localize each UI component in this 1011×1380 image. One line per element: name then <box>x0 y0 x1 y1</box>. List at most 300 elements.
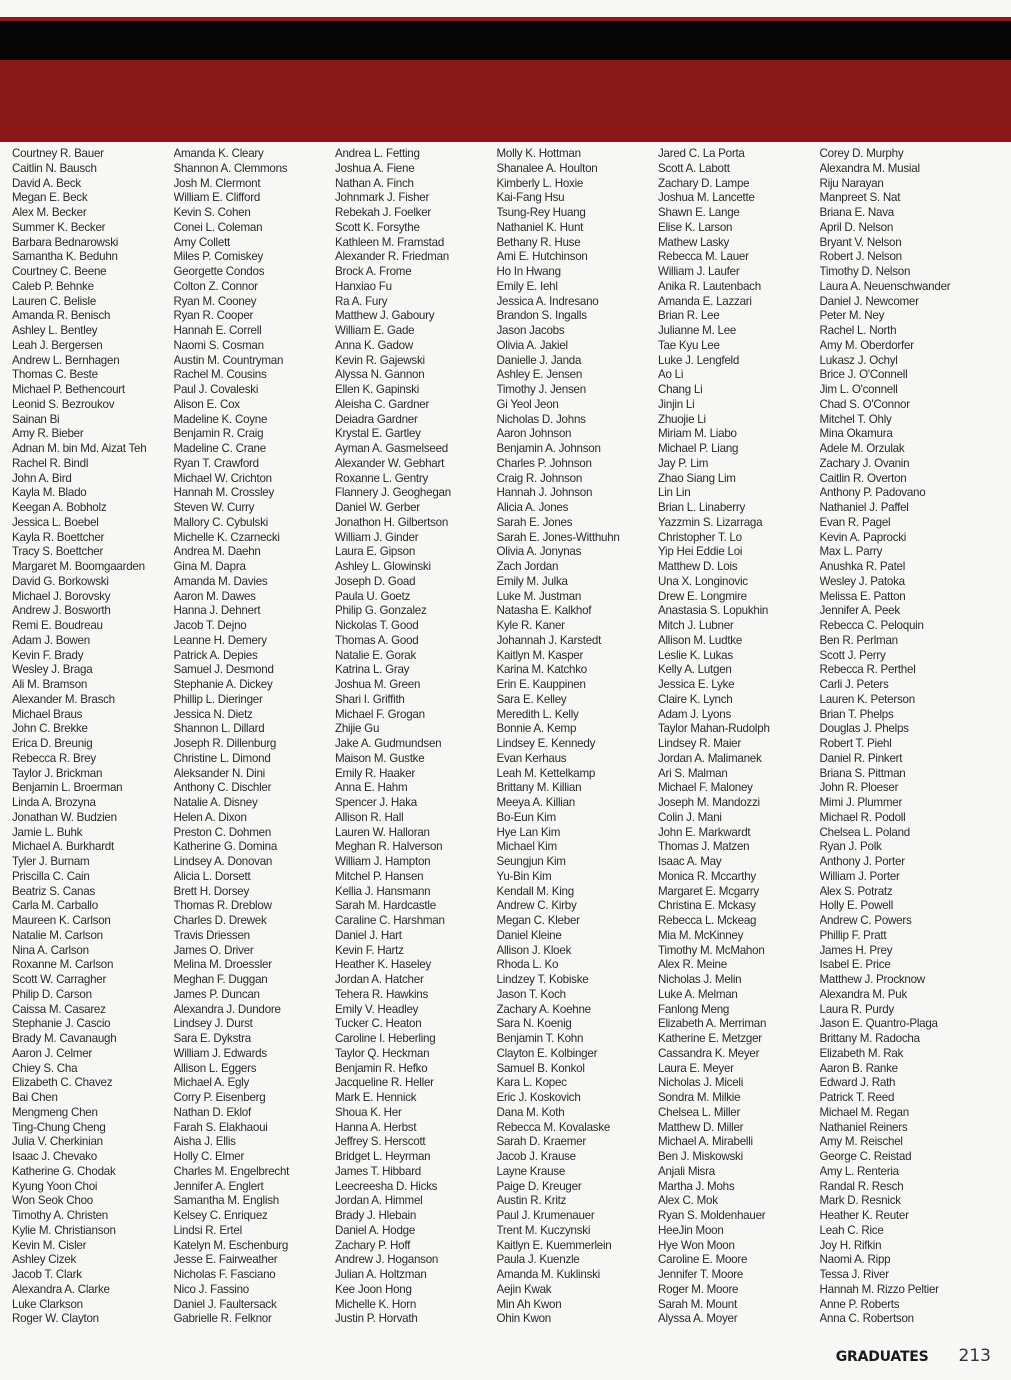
graduate-name: Katherine G. Domina <box>173 840 278 854</box>
graduate-name: Jim L. O'connell <box>819 383 898 396</box>
graduate-name: Zhao Siang Lim <box>658 471 736 485</box>
graduate-name: Luke M. Justman <box>496 589 582 603</box>
graduate-name: Amy M. Reischel <box>819 1135 903 1149</box>
graduate-name: Jessica L. Boebel <box>12 515 99 529</box>
graduate-name: Min Ah Kwon <box>496 1297 562 1311</box>
graduate-name: Erin E. Kauppinen <box>496 678 586 691</box>
graduate-name: Robert T. Piehl <box>819 737 892 750</box>
graduate-name: Remi E. Boudreau <box>12 619 103 632</box>
graduate-name: Tehera R. Hawkins <box>335 987 429 1001</box>
graduate-name: Bonnie A. Kemp <box>496 722 577 736</box>
graduate-name: Jason E. Quantro-Plaga <box>819 1017 938 1031</box>
graduate-name: Anjali Misra <box>658 1164 715 1178</box>
graduate-name: Shannon A. Clemmons <box>173 161 288 175</box>
graduate-name: Michael F. Grogan <box>335 707 425 721</box>
graduate-name: Leecreesha D. Hicks <box>335 1179 438 1193</box>
graduate-name: Joy H. Rifkin <box>819 1238 882 1252</box>
name-columns <box>12 147 1002 1332</box>
graduate-name: Kayla M. Blado <box>12 486 87 500</box>
graduate-name: Wesley J. Patoka <box>819 574 905 588</box>
graduate-name: Mitchel P. Hansen <box>335 869 424 883</box>
graduate-name: Timothy J. Jensen <box>496 383 586 396</box>
graduate-name: Christopher T. Lo <box>658 530 742 544</box>
graduate-name: Lindsey A. Donovan <box>173 855 273 868</box>
graduate-name: Krystal E. Gartley <box>335 427 421 441</box>
graduate-name: Philip G. Gonzalez <box>335 604 427 618</box>
name-column-5 <box>658 147 820 1332</box>
graduate-name: Brittany M. Killian <box>496 781 582 795</box>
graduate-name: Mark D. Resnick <box>819 1194 901 1208</box>
graduate-name: William J. Laufer <box>658 265 740 278</box>
graduate-name: William J. Hampton <box>335 855 431 868</box>
graduate-name: Charles P. Johnson <box>496 456 592 470</box>
graduate-name: Caissa M. Casarez <box>12 1002 106 1016</box>
graduate-name: Edward J. Rath <box>819 1076 896 1090</box>
header-red-band <box>0 60 1011 142</box>
name-column-4 <box>497 147 659 1332</box>
graduate-name: Shanalee A. Houlton <box>496 161 598 175</box>
graduate-name: Margaret E. Mcgarry <box>658 884 759 898</box>
graduate-name: Lauren C. Belisle <box>12 294 97 308</box>
graduate-name: Austin M. Countryman <box>173 353 284 367</box>
graduate-name: Jason T. Koch <box>496 987 566 1001</box>
graduate-name: Alexander R. Friedman <box>335 250 449 264</box>
graduate-name: Michael Braus <box>12 707 83 721</box>
graduate-name: Luke A. Melman <box>658 987 738 1001</box>
graduate-name: Amanda K. Cleary <box>173 147 264 160</box>
graduate-name: Thomas J. Matzen <box>658 840 750 854</box>
graduate-name: Nathan A. Finch <box>335 176 414 190</box>
graduate-name: Brian T. Phelps <box>819 707 894 721</box>
page-footer <box>836 1346 991 1370</box>
graduate-name: Nicholas D. Johns <box>496 412 586 426</box>
graduate-name: Timothy A. Christen <box>12 1209 108 1222</box>
graduate-name: John R. Ploeser <box>819 781 899 795</box>
graduate-name: Sondra M. Milkie <box>658 1091 741 1104</box>
header-black-band <box>0 21 1011 60</box>
graduate-name: Amy R. Bieber <box>12 427 84 441</box>
graduate-name: Yip Hei Eddie Loi <box>658 545 743 559</box>
graduate-name: Ari S. Malman <box>658 766 728 780</box>
graduate-name: Laura R. Purdy <box>819 1002 894 1016</box>
graduate-name: Lindsey J. Durst <box>173 1017 253 1031</box>
graduate-name: Briana S. Pittman <box>819 766 906 780</box>
graduate-name: Phillip L. Dieringer <box>173 692 263 706</box>
graduate-name: Robert J. Nelson <box>819 250 902 264</box>
graduate-name: HeeJin Moon <box>658 1223 724 1237</box>
graduate-name: Hannah E. Correll <box>173 324 262 337</box>
graduate-name: Amy L. Renteria <box>819 1164 899 1178</box>
graduate-name: Sara E. Dykstra <box>173 1032 251 1045</box>
graduate-name: Rebecca L. Mckeag <box>658 914 757 927</box>
graduate-name: Caleb P. Behnke <box>12 279 94 293</box>
graduate-name: Hanna A. Herbst <box>335 1120 417 1134</box>
graduate-name: Patrick A. Depies <box>173 648 258 662</box>
graduate-name: Rachel R. Bindl <box>12 456 89 470</box>
graduate-name: Shannon L. Dillard <box>173 722 265 736</box>
graduate-name: Keegan A. Bobholz <box>12 501 107 514</box>
graduate-name: Adam J. Bowen <box>12 633 90 647</box>
graduate-name: Peter M. Ney <box>819 309 885 323</box>
graduate-name: Isaac J. Chevako <box>12 1150 97 1163</box>
graduate-name: Corry P. Eisenberg <box>173 1091 266 1104</box>
graduate-name: Scott J. Perry <box>819 648 886 662</box>
graduate-name: Chelsea L. Poland <box>819 825 910 839</box>
graduate-name: Olivia A. Jakiel <box>496 338 568 352</box>
graduate-name: Margaret M. Boomgaarden <box>12 560 145 573</box>
graduate-name: Kellia J. Hansmann <box>335 884 431 898</box>
graduate-name: Daniel A. Hodge <box>335 1223 416 1237</box>
graduate-name: Meghan F. Duggan <box>173 973 268 986</box>
graduate-name: Evan R. Pagel <box>819 515 891 529</box>
graduate-name: Nicholas J. Melin <box>658 973 742 986</box>
graduate-name: Kyle R. Kaner <box>496 619 565 632</box>
graduate-name: Samuel J. Desmond <box>173 663 274 677</box>
graduate-name: Holly C. Elmer <box>173 1150 245 1163</box>
graduate-name: Michael A. Egly <box>173 1076 250 1090</box>
graduate-name: Mallory C. Cybulski <box>173 515 268 529</box>
graduate-name: Julian A. Holtzman <box>335 1268 427 1281</box>
graduate-name: Kevin A. Paprocki <box>819 530 907 544</box>
graduate-name: Scott K. Forsythe <box>335 220 420 234</box>
graduate-name: Georgette Condos <box>173 265 265 278</box>
graduate-name: Jared C. La Porta <box>658 147 745 160</box>
graduate-name: Gina M. Dapra <box>173 560 246 573</box>
graduate-name: Bridget L. Heyrman <box>335 1150 431 1163</box>
graduate-name: Helen A. Dixon <box>173 810 247 824</box>
graduate-name: Zachary J. Ovanin <box>819 456 910 470</box>
graduate-name: Meredith L. Kelly <box>496 707 579 721</box>
graduate-name: Allison R. Hall <box>335 810 404 824</box>
graduate-name: Naomi S. Cosman <box>173 338 264 352</box>
graduate-name: Caitlin R. Overton <box>819 471 907 485</box>
graduate-name: Lin Lin <box>658 486 691 500</box>
graduate-name: Preston C. Dohmen <box>173 825 272 839</box>
graduate-name: Leslie K. Lukas <box>658 648 733 662</box>
graduate-name: Tucker C. Heaton <box>335 1017 422 1031</box>
graduate-name: Jinjin Li <box>658 397 695 411</box>
graduate-name: Amanda R. Benisch <box>12 309 111 323</box>
graduate-name: Benjamin R. Craig <box>173 427 264 441</box>
graduate-name: Paul J. Covaleski <box>173 383 259 396</box>
graduate-name: John E. Markwardt <box>658 825 751 839</box>
graduate-name: Carla M. Carballo <box>12 899 98 913</box>
graduate-name: Aisha J. Ellis <box>173 1135 236 1149</box>
graduate-name: Joseph M. Mandozzi <box>658 796 760 809</box>
graduate-name: Aaron B. Ranke <box>819 1061 898 1075</box>
graduate-name: Michelle K. Horn <box>335 1297 417 1311</box>
graduate-name: Joseph D. Goad <box>335 574 416 588</box>
graduate-name: Travis Driessen <box>173 928 250 942</box>
graduate-name: Anthony P. Padovano <box>819 486 926 500</box>
graduate-name: Michael A. Burkhardt <box>12 840 114 854</box>
graduate-name: Emily R. Haaker <box>335 766 415 780</box>
graduate-name: Heather K. Haseley <box>335 958 432 972</box>
graduate-name: Jacqueline R. Heller <box>335 1076 434 1090</box>
graduate-name: Hye Lan Kim <box>496 825 561 839</box>
graduate-name: Andrea L. Fetting <box>335 147 420 160</box>
graduate-name: William J. Edwards <box>173 1046 267 1060</box>
graduate-name: Melina M. Droessler <box>173 958 272 972</box>
graduate-name: Jacob T. Dejno <box>173 619 247 632</box>
graduate-name: Brian L. Linaberry <box>658 501 746 514</box>
graduate-name: William J. Ginder <box>335 530 419 544</box>
graduate-name: William J. Porter <box>819 869 900 883</box>
graduate-name: Cassandra K. Meyer <box>658 1046 760 1060</box>
graduate-name: Elizabeth M. Rak <box>819 1046 904 1060</box>
graduate-name: James T. Hibbard <box>335 1164 421 1178</box>
graduate-name: Dana M. Koth <box>496 1105 565 1119</box>
graduate-name: Barbara Bednarowski <box>12 235 119 249</box>
graduate-name: Mathew Lasky <box>658 235 730 249</box>
graduate-name: Yazzmin S. Lizarraga <box>658 515 763 529</box>
graduate-name: Fanlong Meng <box>658 1002 730 1016</box>
graduate-name: John A. Bird <box>12 471 72 485</box>
name-column-2 <box>174 147 336 1332</box>
graduate-name: April D. Nelson <box>819 220 894 234</box>
graduate-name: Michael P. Liang <box>658 442 739 455</box>
header-top-margin <box>0 0 1011 17</box>
graduate-name: Sarah M. Hardcastle <box>335 899 436 913</box>
graduate-name: David A. Beck <box>12 176 81 190</box>
graduate-name: Ryan S. Moldenhauer <box>658 1209 766 1222</box>
graduate-name: Zhuojie Li <box>658 412 706 426</box>
graduate-name: Spencer J. Haka <box>335 796 417 809</box>
graduate-name: Linda A. Brozyna <box>12 796 96 809</box>
graduate-name: Nickolas T. Good <box>335 619 419 632</box>
graduate-name: Johnmark J. Fisher <box>335 191 430 205</box>
graduate-name: Chad S. O'Connor <box>819 397 910 411</box>
graduate-name: Michael R. Podoll <box>819 810 906 824</box>
graduate-name: Ohin Kwon <box>496 1312 551 1326</box>
graduate-name: Randal R. Resch <box>819 1179 904 1193</box>
graduate-name: Elizabeth C. Chavez <box>12 1076 113 1090</box>
graduate-name: Jeffrey S. Herscott <box>335 1135 426 1149</box>
graduate-name: Alicia A. Jones <box>496 501 569 514</box>
graduate-name: Adnan M. bin Md. Aizat Teh <box>12 442 147 455</box>
graduate-name: Chang Li <box>658 383 703 396</box>
graduate-name: Nathaniel Reiners <box>819 1120 908 1134</box>
graduate-name: Andrew J. Bosworth <box>12 604 111 618</box>
graduate-name: Roger W. Clayton <box>12 1312 99 1326</box>
graduate-name: Alyssa N. Gannon <box>335 368 425 382</box>
graduate-name: Craig R. Johnson <box>496 471 583 485</box>
graduate-name: Corey D. Murphy <box>819 147 904 160</box>
graduate-name: Manpreet S. Nat <box>819 191 901 205</box>
graduate-name: Elise K. Larson <box>658 220 733 234</box>
graduate-name: Jennifer A. Englert <box>173 1179 264 1193</box>
graduate-name: Molly K. Hottman <box>496 147 581 160</box>
graduate-name: Ho In Hwang <box>496 265 561 278</box>
graduate-name: Kylie M. Christianson <box>12 1223 116 1237</box>
graduate-name: Hanxiao Fu <box>335 279 392 293</box>
graduate-name: Courtney C. Beene <box>12 265 107 278</box>
graduate-name: Alexander W. Gebhart <box>335 456 445 470</box>
graduate-name: Kendall M. King <box>496 884 574 898</box>
graduate-name: Kee Joon Hong <box>335 1282 412 1296</box>
graduate-name: William E. Gade <box>335 324 415 337</box>
graduate-name: Philip D. Carson <box>12 987 92 1001</box>
graduate-name: Lindsey E. Kennedy <box>496 737 596 750</box>
graduate-name: Ao Li <box>658 368 684 382</box>
graduate-name: Steven W. Curry <box>173 501 255 514</box>
graduate-name: Meeya A. Killian <box>496 796 575 809</box>
graduate-name: Eric J. Koskovich <box>496 1091 581 1104</box>
graduate-name: Briana E. Nava <box>819 206 894 219</box>
graduate-name: Andrew J. Hoganson <box>335 1253 439 1267</box>
graduate-name: Isabel E. Price <box>819 958 891 972</box>
graduate-name: Tyler J. Burnam <box>12 855 90 868</box>
graduate-name: Jessica N. Dietz <box>173 707 253 721</box>
graduate-name: Adele M. Orzulak <box>819 442 905 455</box>
graduate-name: Kevin R. Gajewski <box>335 353 425 367</box>
graduate-name: Aaron J. Celmer <box>12 1046 93 1060</box>
graduate-name: Matthew J. Gaboury <box>335 309 435 323</box>
graduate-name: Anna E. Hahm <box>335 781 408 795</box>
graduate-name: Ryan M. Cooney <box>173 294 257 308</box>
graduate-name: Colton Z. Connor <box>173 279 258 293</box>
graduate-name: Alyssa A. Moyer <box>658 1312 738 1326</box>
graduate-name: Benjamin R. Hefko <box>335 1061 428 1075</box>
graduate-name: Jennifer T. Moore <box>658 1268 744 1281</box>
graduate-name: Karina M. Katchko <box>496 663 587 677</box>
graduate-name: Alexandra A. Clarke <box>12 1282 110 1296</box>
graduate-name: Drew E. Longmire <box>658 589 747 603</box>
graduate-name: Jessica E. Lyke <box>658 678 735 691</box>
graduate-name: Douglas J. Phelps <box>819 722 909 736</box>
graduate-name: Daniel J. Newcomer <box>819 294 919 308</box>
graduate-name: Aleksander N. Dini <box>173 766 266 780</box>
graduate-name: Claire K. Lynch <box>658 692 733 706</box>
graduate-name: Rebekah J. Foelker <box>335 206 432 219</box>
graduate-name: Brady J. Hlebain <box>335 1209 417 1222</box>
graduate-name: Nathan D. Eklof <box>173 1105 251 1119</box>
graduate-name: Luke Clarkson <box>12 1297 83 1311</box>
graduate-name: Ashley E. Jensen <box>496 368 583 382</box>
graduate-name: Won Seok Choo <box>12 1194 93 1208</box>
graduate-name: Shoua K. Her <box>335 1105 402 1119</box>
name-column-3 <box>335 147 497 1332</box>
graduate-name: Sarah M. Mount <box>658 1297 737 1311</box>
graduate-name: Benjamin A. Johnson <box>496 442 601 455</box>
name-column-6 <box>820 147 982 1332</box>
graduate-name: Megan E. Beck <box>12 191 88 205</box>
graduate-name: Lindzey T. Kobiske <box>496 973 589 986</box>
graduate-name: Benjamin T. Kohn <box>496 1032 584 1045</box>
graduate-name: Ben J. Miskowski <box>658 1150 743 1163</box>
graduate-name: Miles P. Comiskey <box>173 250 264 264</box>
graduate-name: Kara L. Kopec <box>496 1076 567 1090</box>
graduate-name: Michael F. Maloney <box>658 781 753 795</box>
graduate-name: Jacob J. Krause <box>496 1150 576 1163</box>
graduate-name: Nico J. Fassino <box>173 1282 249 1296</box>
graduate-name: Natalie A. Disney <box>173 796 258 809</box>
graduate-name: Sainan Bi <box>12 412 60 426</box>
graduate-name: Zachary A. Koehne <box>496 1002 591 1016</box>
graduate-name: Taylor Mahan-Rudolph <box>658 722 770 736</box>
graduate-name: Adam J. Lyons <box>658 707 732 721</box>
graduate-name: Brock A. Frome <box>335 265 412 278</box>
graduate-name: Jessica A. Indresano <box>496 294 599 308</box>
graduate-name: Chiey S. Cha <box>12 1061 78 1075</box>
graduate-name: Laura E. Meyer <box>658 1061 734 1075</box>
graduate-name: Shawn E. Lange <box>658 206 740 219</box>
graduate-name: Anika R. Lautenbach <box>658 279 761 293</box>
graduate-name: Thomas C. Beste <box>12 368 98 382</box>
page-number: 213 <box>958 1346 991 1366</box>
graduate-name: John C. Brekke <box>12 722 88 736</box>
graduate-name: Roxanne M. Carlson <box>12 958 114 972</box>
graduate-name: Allison L. Eggers <box>173 1061 257 1075</box>
graduate-name: Julianne M. Lee <box>658 324 737 337</box>
graduate-name: Evan Kerhaus <box>496 751 567 765</box>
graduate-name: Joseph R. Dillenburg <box>173 737 277 750</box>
graduate-name: Caitlin N. Bausch <box>12 161 97 175</box>
graduate-name: Ami E. Hutchinson <box>496 250 588 264</box>
graduate-name: Mitch J. Lubner <box>658 619 734 632</box>
graduate-name: Leah M. Kettelkamp <box>496 766 596 780</box>
graduate-name: Ra A. Fury <box>335 294 388 308</box>
graduate-name: Amanda E. Lazzari <box>658 294 752 308</box>
graduate-name: Kyung Yoon Choi <box>12 1179 98 1193</box>
graduate-name: Anastasia S. Lopukhin <box>658 604 769 618</box>
graduate-name: Hannah J. Johnson <box>496 486 593 500</box>
graduate-name: Jay P. Lim <box>658 456 709 470</box>
graduate-name: Courtney R. Bauer <box>12 147 104 160</box>
graduate-name: Julia V. Cherkinian <box>12 1135 103 1149</box>
graduate-name: Max L. Parry <box>819 545 883 559</box>
graduate-name: James H. Prey <box>819 943 893 957</box>
graduate-name: Daniel J. Hart <box>335 928 402 942</box>
graduate-name: Andrea M. Daehn <box>173 545 261 559</box>
graduate-name: Jordan A. Hatcher <box>335 973 424 986</box>
graduate-name: Brady M. Cavanaugh <box>12 1032 117 1045</box>
graduate-name: Christina E. Mckasy <box>658 899 756 913</box>
graduate-name: Sara E. Kelley <box>496 692 567 706</box>
graduate-name: Gabrielle R. Felknor <box>173 1312 272 1326</box>
graduate-name: Rachel L. North <box>819 324 897 337</box>
graduate-name: Trent M. Kuczynski <box>496 1223 591 1237</box>
graduate-name: Brandon S. Ingalls <box>496 309 587 323</box>
graduate-name: Anushka R. Patel <box>819 560 906 573</box>
graduate-name: Alexandra M. Puk <box>819 987 908 1001</box>
graduate-name: Amanda M. Kuklinski <box>496 1268 600 1281</box>
graduate-name: Mina Okamura <box>819 427 893 441</box>
graduate-name: Ashley Cizek <box>12 1253 77 1267</box>
graduate-name: Seungjun Kim <box>496 855 566 868</box>
graduate-name: Leanne H. Demery <box>173 633 267 647</box>
graduate-name: Nathaniel K. Hunt <box>496 220 584 234</box>
graduate-name: Priscilla C. Cain <box>12 869 90 883</box>
graduate-name: William E. Clifford <box>173 191 261 205</box>
graduate-name: Anthony J. Porter <box>819 855 905 868</box>
graduate-name: Andrew L. Bernhagen <box>12 353 120 367</box>
graduate-name: Sarah D. Kraemer <box>496 1135 586 1149</box>
graduate-name: Emily V. Headley <box>335 1002 419 1016</box>
graduate-name: Caroline I. Heberling <box>335 1032 436 1045</box>
graduate-name: Gi Yeol Jeon <box>496 397 559 411</box>
graduate-name: Natalie E. Gorak <box>335 648 417 662</box>
graduate-name: Jake A. Gudmundsen <box>335 737 442 750</box>
graduate-name: Flannery J. Geoghegan <box>335 486 451 500</box>
graduate-name: Megan C. Kleber <box>496 914 580 927</box>
graduate-name: Hannah M. Crossley <box>173 486 275 500</box>
graduate-name: Stephanie J. Cascio <box>12 1017 111 1031</box>
graduate-name: Aaron Johnson <box>496 427 572 441</box>
graduate-name: Ashley L. Bentley <box>12 324 98 337</box>
graduate-name: Leonid S. Bezroukov <box>12 397 115 411</box>
section-title: GRADUATES <box>835 1349 929 1365</box>
